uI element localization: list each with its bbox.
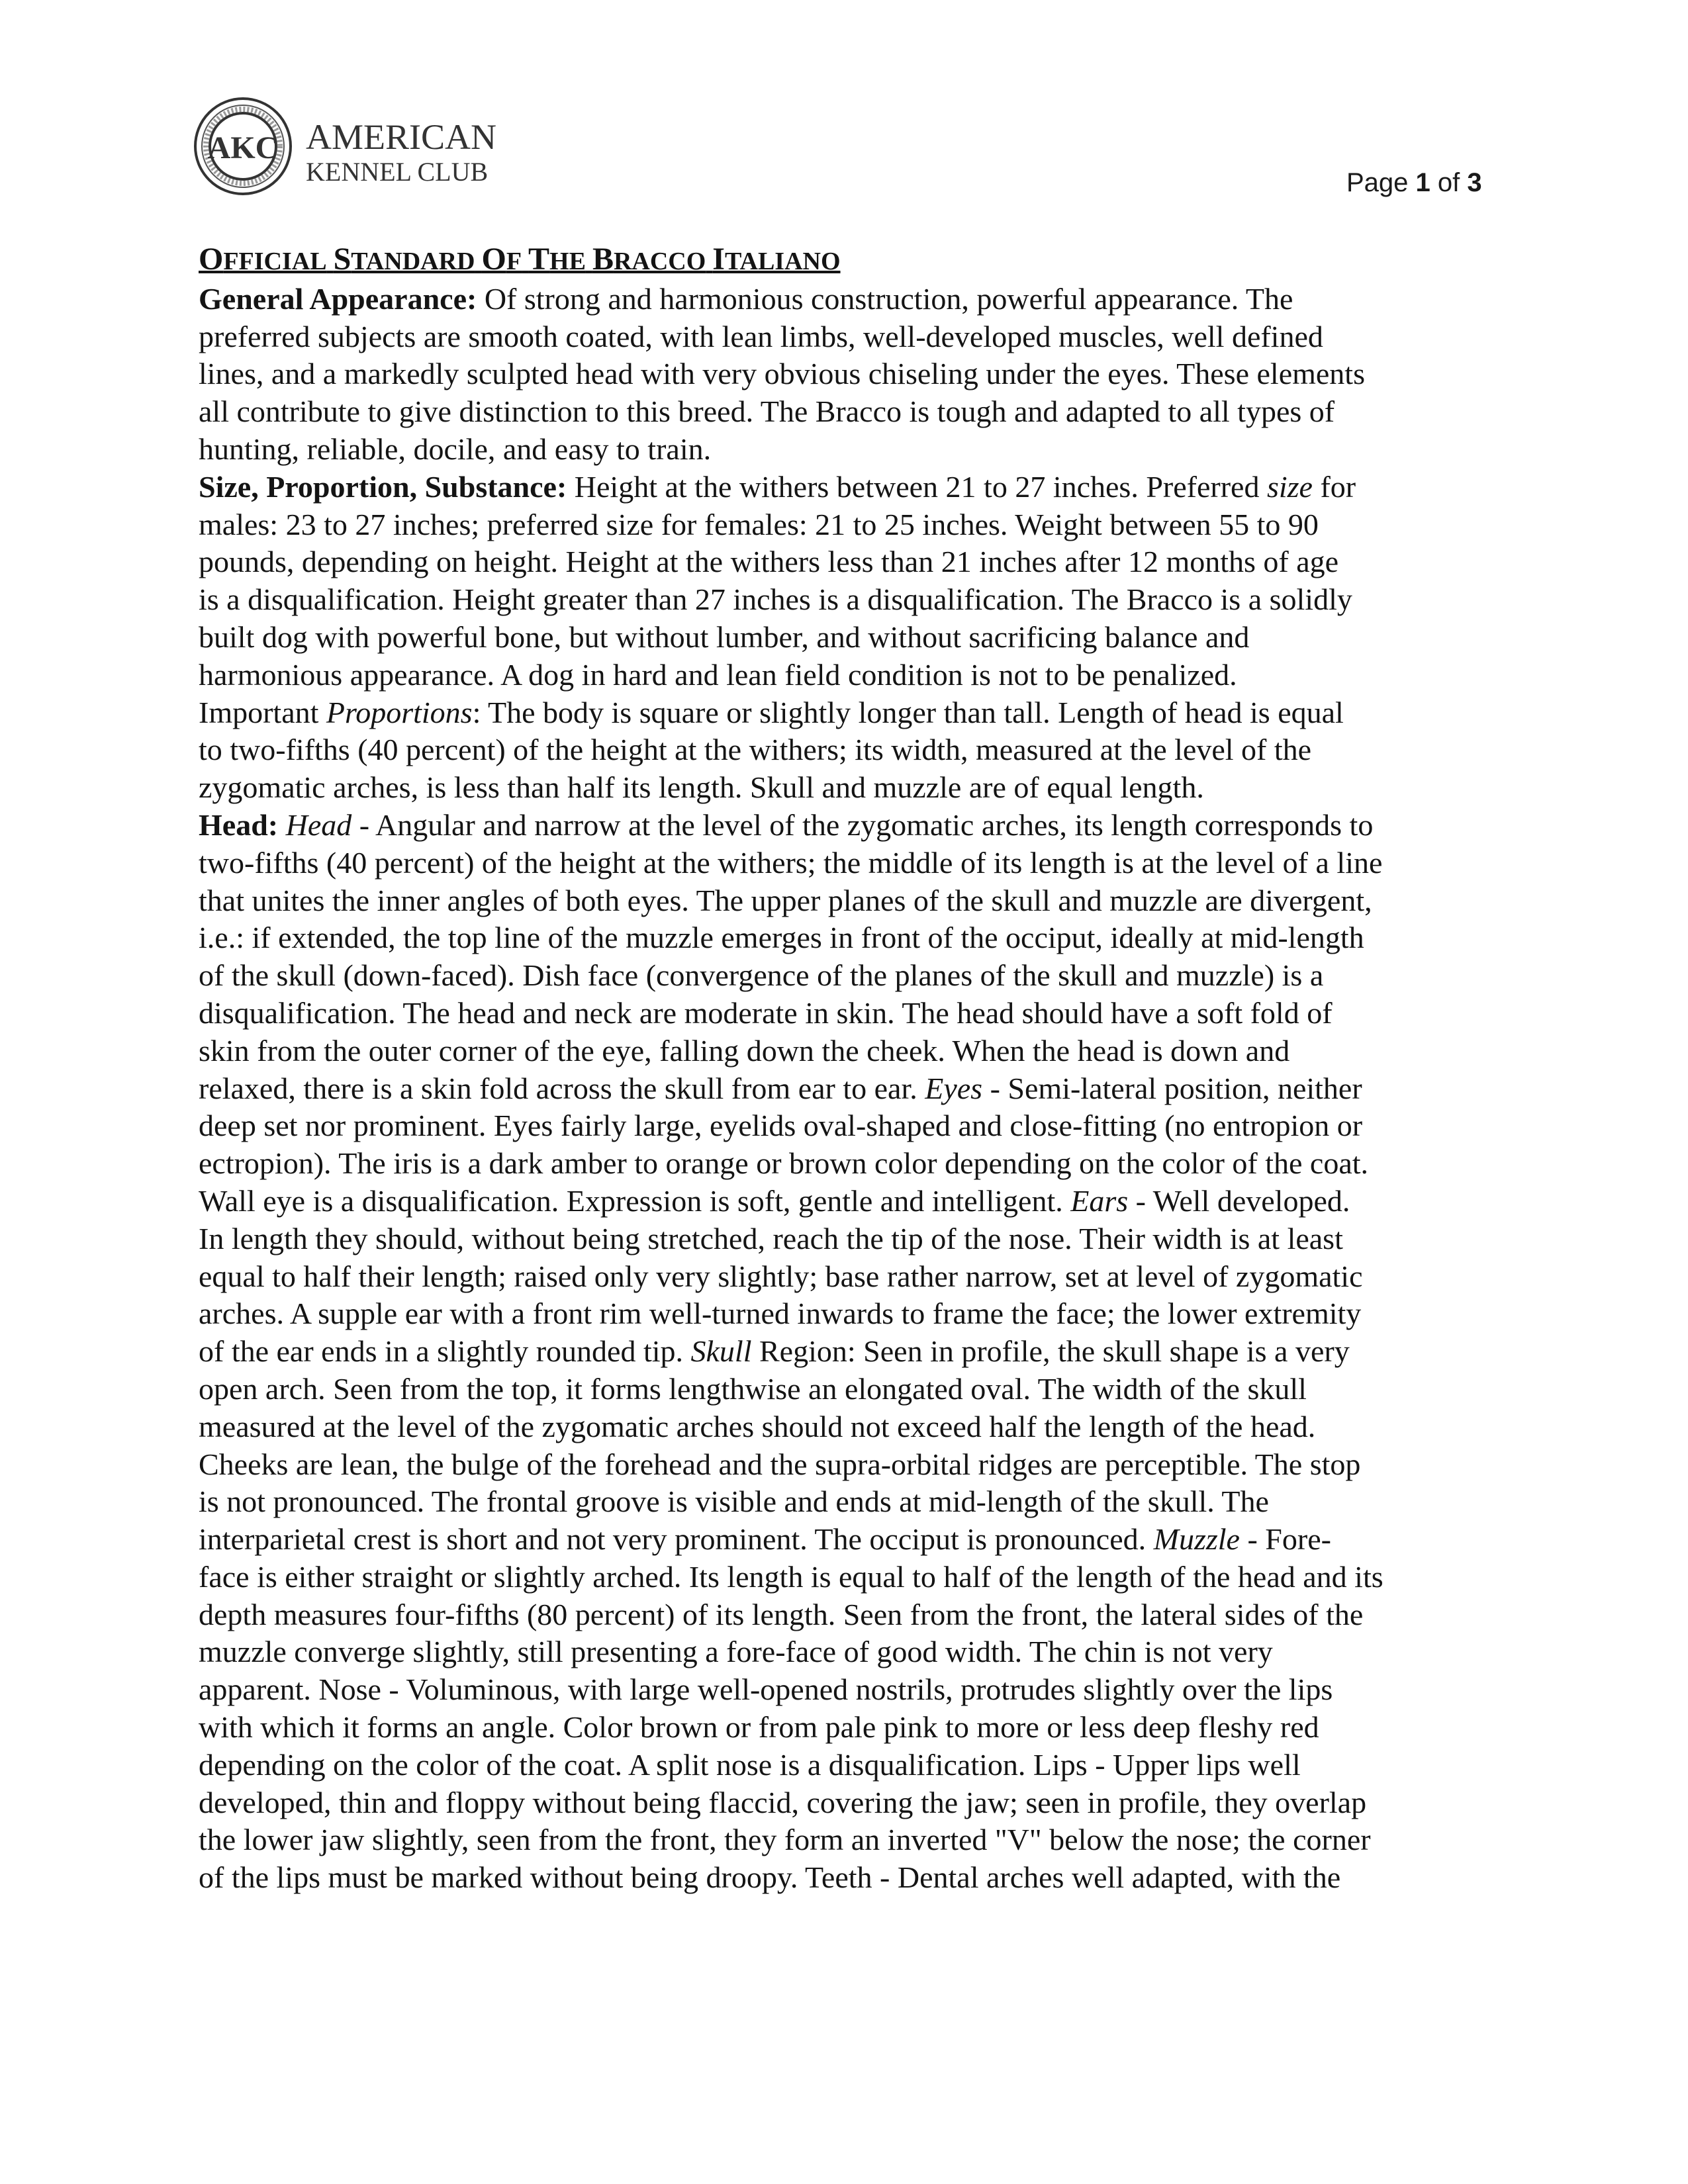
text-line <box>199 1333 1489 1371</box>
text-run: of the skull (down-faced). Dish face (convergence of the planes of the skull and muzzle) is a <box>199 958 1324 993</box>
text-run: Height at the withers between 21 to 27 inches. Preferred <box>567 469 1267 504</box>
body-text <box>199 281 1489 1897</box>
text-line <box>199 1408 1489 1446</box>
akc-seal-icon <box>193 97 293 196</box>
text-line <box>199 1821 1489 1859</box>
text-line <box>199 543 1489 581</box>
text-line <box>199 1633 1489 1671</box>
text-run: with which it forms an angle. Color brown or from pale pink to more or less deep fleshy red <box>199 1710 1319 1745</box>
page-label: Page <box>1346 168 1409 197</box>
text-run: - Semi-lateral position, neither <box>982 1071 1362 1105</box>
text-line <box>199 1709 1489 1747</box>
wordmark-line-1: AMERICAN <box>306 117 497 157</box>
text-line <box>199 393 1489 431</box>
text-run: - Fore- <box>1239 1522 1331 1557</box>
text-line <box>199 469 1489 506</box>
text-run: the lower jaw slightly, seen from the front, they form an inverted "V" below the nose; the corner <box>199 1823 1371 1857</box>
text-run: Of strong and harmonious construction, powerful appearance. The <box>477 281 1293 316</box>
text-run: - Well developed. <box>1128 1183 1350 1218</box>
text-line <box>199 581 1489 619</box>
title-word: OFFICIAL <box>199 242 327 277</box>
text-line <box>199 281 1489 318</box>
text-run: Region: Seen in profile, the skull shape is a very <box>751 1334 1350 1369</box>
text-run: interparietal crest is short and not very prominent. The occiput is pronounced. <box>199 1522 1154 1557</box>
title-word: ITALIANO <box>712 242 841 277</box>
section-heading: General Appearance: <box>199 281 477 316</box>
text-line <box>199 694 1489 732</box>
text-line <box>199 1559 1489 1596</box>
text-run: skin from the outer corner of the eye, falling down the cheek. When the head is down and <box>199 1033 1290 1068</box>
text-line <box>199 1859 1489 1897</box>
text-line <box>199 1070 1489 1108</box>
text-line <box>199 1747 1489 1784</box>
text-run <box>278 808 286 842</box>
text-run: built dog with powerful bone, but without lumber, and without sacrificing balance and <box>199 619 1250 654</box>
text-line <box>199 506 1489 544</box>
text-line <box>199 769 1489 807</box>
text-line <box>199 1107 1489 1145</box>
text-run: developed, thin and floppy without being flaccid, covering the jaw; seen in profile, they overlap <box>199 1785 1367 1819</box>
text-run: relaxed, there is a skin fold across the skull from ear to ear. <box>199 1071 925 1105</box>
document-title <box>199 241 1489 281</box>
text-run: open arch. Seen from the top, it forms lengthwise an elongated oval. The width of the skull <box>199 1371 1307 1406</box>
text-line <box>199 1446 1489 1484</box>
text-run: hunting, reliable, docile, and easy to train. <box>199 432 712 466</box>
text-run: of the lips must be marked without being droopy. Teeth - Dental arches well adapted, with the <box>199 1860 1341 1895</box>
akc-wordmark <box>306 119 496 185</box>
text-line <box>199 1295 1489 1333</box>
text-line <box>199 807 1489 844</box>
italic-term: Proportions <box>326 695 473 729</box>
text-line <box>199 355 1489 393</box>
text-run: measured at the level of the zygomatic arches should not exceed half the length of the head. <box>199 1409 1316 1443</box>
text-run: disqualification. The head and neck are moderate in skin. The head should have a soft fold of <box>199 995 1333 1030</box>
text-run: deep set nor prominent. Eyes fairly large, eyelids oval-shaped and close-fitting (no entropion or <box>199 1109 1363 1143</box>
page-current: 1 <box>1415 168 1430 197</box>
text-run: that unites the inner angles of both eyes. The upper planes of the skull and muzzle are divergent, <box>199 883 1372 917</box>
page-number <box>1346 168 1482 198</box>
wordmark-line-2: KENNEL CLUB <box>306 157 489 187</box>
text-line <box>199 1371 1489 1408</box>
text-run: for <box>1312 469 1356 504</box>
text-line <box>199 1483 1489 1521</box>
text-run: arches. A supple ear with a front rim well-turned inwards to frame the face; the lower extremity <box>199 1297 1362 1331</box>
section-heading: Size, Proportion, Substance: <box>199 469 567 504</box>
italic-term: Skull <box>690 1334 752 1369</box>
text-run: apparent. Nose - Voluminous, with large well-opened nostrils, protrudes slightly over the lips <box>199 1672 1333 1707</box>
text-line <box>199 1521 1489 1559</box>
text-run: : The body is square or slightly longer than tall. Length of head is equal <box>472 695 1344 729</box>
text-line <box>199 619 1489 657</box>
text-run: of the ear ends in a slightly rounded tip. <box>199 1334 691 1369</box>
text-line <box>199 1220 1489 1258</box>
text-line <box>199 1032 1489 1070</box>
text-run: i.e.: if extended, the top line of the muzzle emerges in front of the occiput, ideally at mid-length <box>199 921 1364 955</box>
page-total: 3 <box>1467 168 1482 197</box>
text-run: males: 23 to 27 inches; preferred size for females: 21 to 25 inches. Weight between 55 to 90 <box>199 507 1319 541</box>
italic-term: Eyes <box>925 1071 983 1105</box>
text-run: Cheeks are lean, the bulge of the forehead and the supra-orbital ridges are perceptible. The stop <box>199 1447 1361 1481</box>
text-line <box>199 995 1489 1032</box>
text-run: In length they should, without being stretched, reach the tip of the nose. Their width is at least <box>199 1221 1343 1255</box>
title-word: OF THE <box>481 242 586 277</box>
text-line <box>199 1671 1489 1709</box>
text-run: ectropion). The iris is a dark amber to orange or brown color depending on the color of the coat. <box>199 1146 1369 1181</box>
akc-logo <box>193 97 497 196</box>
text-run: two-fifths (40 percent) of the height at the withers; the middle of its length is at the level of a line <box>199 845 1383 880</box>
text-run: pounds, depending on height. Height at the withers less than 21 inches after 12 months of age <box>199 545 1339 579</box>
text-run: all contribute to give distinction to this breed. The Bracco is tough and adapted to all types of <box>199 394 1335 429</box>
title-word: STANDARD <box>333 242 475 277</box>
text-line <box>199 1784 1489 1822</box>
text-line <box>199 431 1489 469</box>
text-line <box>199 1145 1489 1183</box>
text-run: Wall eye is a disqualification. Expression is soft, gentle and intelligent. <box>199 1183 1071 1218</box>
text-line <box>199 1596 1489 1634</box>
text-run: depth measures four-fifths (80 percent) of its length. Seen from the front, the lateral sides of the <box>199 1597 1364 1631</box>
italic-term: size <box>1266 469 1313 504</box>
text-run: harmonious appearance. A dog in hard and lean field condition is not to be penalized. <box>199 657 1237 692</box>
text-run: to two-fifths (40 percent) of the height at the withers; its width, measured at the level of the <box>199 733 1312 767</box>
text-line <box>199 844 1489 882</box>
text-line <box>199 657 1489 694</box>
section-heading: Head: <box>199 807 279 842</box>
text-line <box>199 1258 1489 1296</box>
title-word: BRACCO <box>592 242 706 277</box>
akc-seal-letters: AKC <box>207 130 279 165</box>
text-line <box>199 318 1489 356</box>
italic-term: Muzzle <box>1153 1522 1240 1557</box>
text-run: depending on the color of the coat. A split nose is a disqualification. Lips - Upper lips well <box>199 1747 1301 1782</box>
page-of: of <box>1437 168 1460 197</box>
text-line <box>199 882 1489 920</box>
text-run: zygomatic arches, is less than half its length. Skull and muzzle are of equal length. <box>199 770 1204 805</box>
text-run: is not pronounced. The frontal groove is visible and ends at mid-length of the skull. The <box>199 1484 1269 1519</box>
text-run: equal to half their length; raised only very slightly; base rather narrow, set at level of zygomatic <box>199 1259 1363 1293</box>
text-run: lines, and a markedly sculpted head with very obvious chiseling under the eyes. These elements <box>199 357 1365 391</box>
text-run: face is either straight or slightly arched. Its length is equal to half of the length of the head and its <box>199 1559 1383 1594</box>
text-line <box>199 731 1489 769</box>
text-run: preferred subjects are smooth coated, with lean limbs, well-developed muscles, well defined <box>199 319 1323 353</box>
text-run: is a disqualification. Height greater than 27 inches is a disqualification. The Bracco is a solidly <box>199 582 1352 617</box>
text-run: - Angular and narrow at the level of the zygomatic arches, its length corresponds to <box>352 807 1374 842</box>
text-line <box>199 919 1489 957</box>
text-run: Important <box>199 695 326 729</box>
document-body <box>199 241 1489 1897</box>
italic-term: Ears <box>1070 1183 1129 1218</box>
text-line <box>199 957 1489 995</box>
italic-term: Head <box>285 807 352 842</box>
text-line <box>199 1183 1489 1220</box>
text-run: muzzle converge slightly, still presenting a fore-face of good width. The chin is not very <box>199 1635 1273 1669</box>
